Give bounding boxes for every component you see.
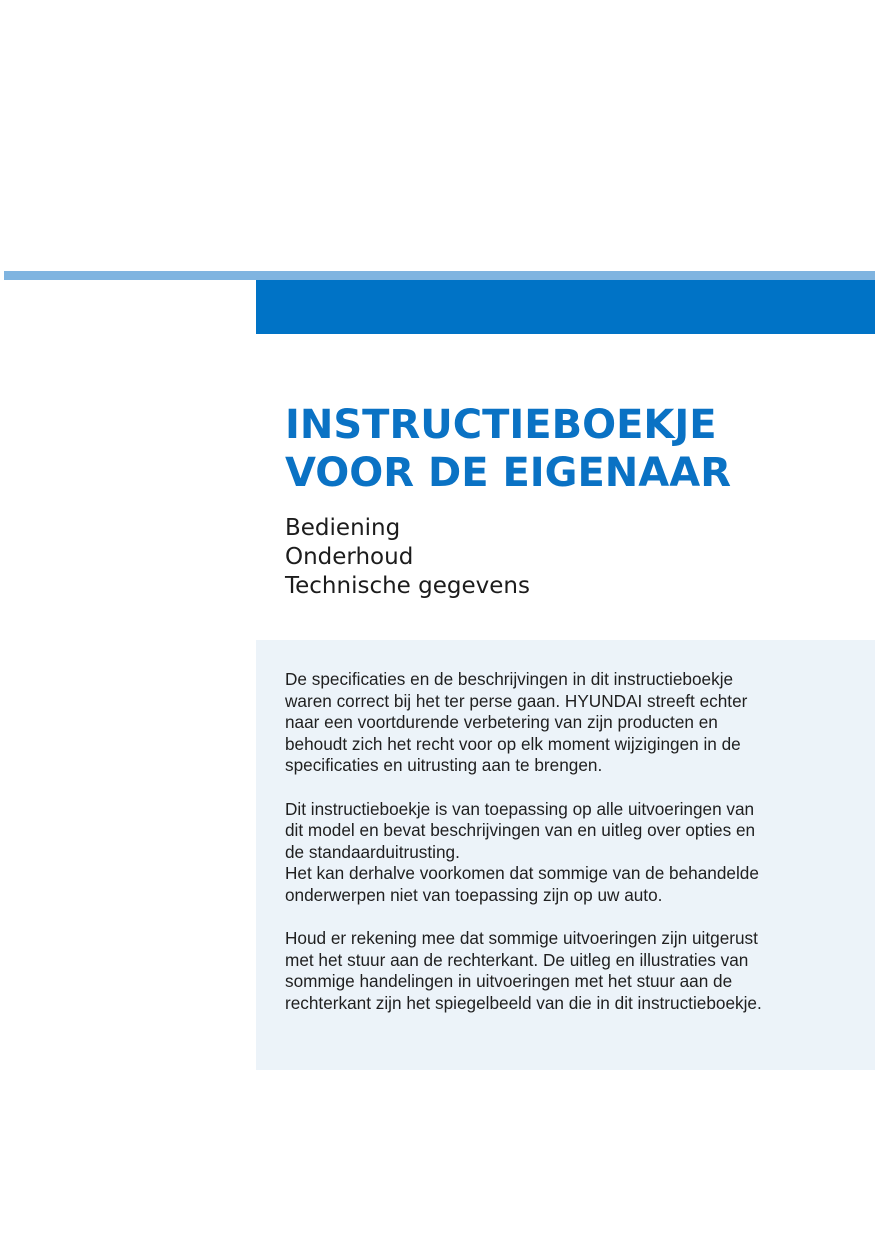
document-title	[285, 401, 865, 497]
paragraph-line: onderwerpen niet van toepassing zijn op uw auto.	[285, 884, 663, 905]
paragraph-line: de standaarduitrusting.	[285, 841, 460, 862]
paragraph-line: De specificaties en de beschrijvingen in dit instructieboekje	[285, 669, 734, 689]
paragraph-line: behoudt zich het recht voor op elk moment wijzigingen in de	[285, 733, 741, 754]
paragraph-line: waren correct bij het ter perse gaan. HYUNDAI streeft echter	[285, 690, 748, 711]
light-blue-stripe	[4, 271, 875, 280]
subtitle-onderhoud: Onderhoud	[285, 544, 414, 570]
paragraph-line: Dit instructieboekje is van toepassing op alle uitvoeringen van	[285, 798, 755, 819]
subtitle-bediening: Bediening	[285, 515, 401, 541]
info-paragraph-specificaties	[285, 669, 855, 777]
info-paragraph-uitvoeringen	[285, 799, 855, 907]
paragraph-line: Houd er rekening mee dat sommige uitvoeringen zijn uitgerust	[285, 928, 758, 949]
info-text	[285, 669, 855, 1036]
subtitle-technische-gegevens: Technische gegevens	[285, 573, 530, 599]
title-line-1: INSTRUCTIEBOEKJE	[285, 402, 717, 448]
paragraph-line: specificaties en uitrusting aan te brengen.	[285, 755, 603, 776]
paragraph-line: naar een voortdurende verbetering van zijn producten en	[285, 712, 718, 733]
paragraph-line: dit model en bevat beschrijvingen van en uitleg over opties en	[285, 820, 756, 841]
title-line-2: VOOR DE EIGENAAR	[285, 450, 731, 496]
paragraph-line: met het stuur aan de rechterkant. De uitleg en illustraties van	[285, 949, 749, 970]
info-paragraph-stuur	[285, 928, 855, 1014]
paragraph-line: Het kan derhalve voorkomen dat sommige van de behandelde	[285, 863, 759, 884]
info-box	[256, 640, 875, 1070]
paragraph-line: rechterkant zijn het spiegelbeeld van die in dit instructieboekje.	[285, 992, 762, 1013]
paragraph-line: sommige handelingen in uitvoeringen met het stuur aan de	[285, 971, 733, 992]
subtitle-list	[285, 514, 845, 601]
blue-header-band	[256, 280, 875, 334]
